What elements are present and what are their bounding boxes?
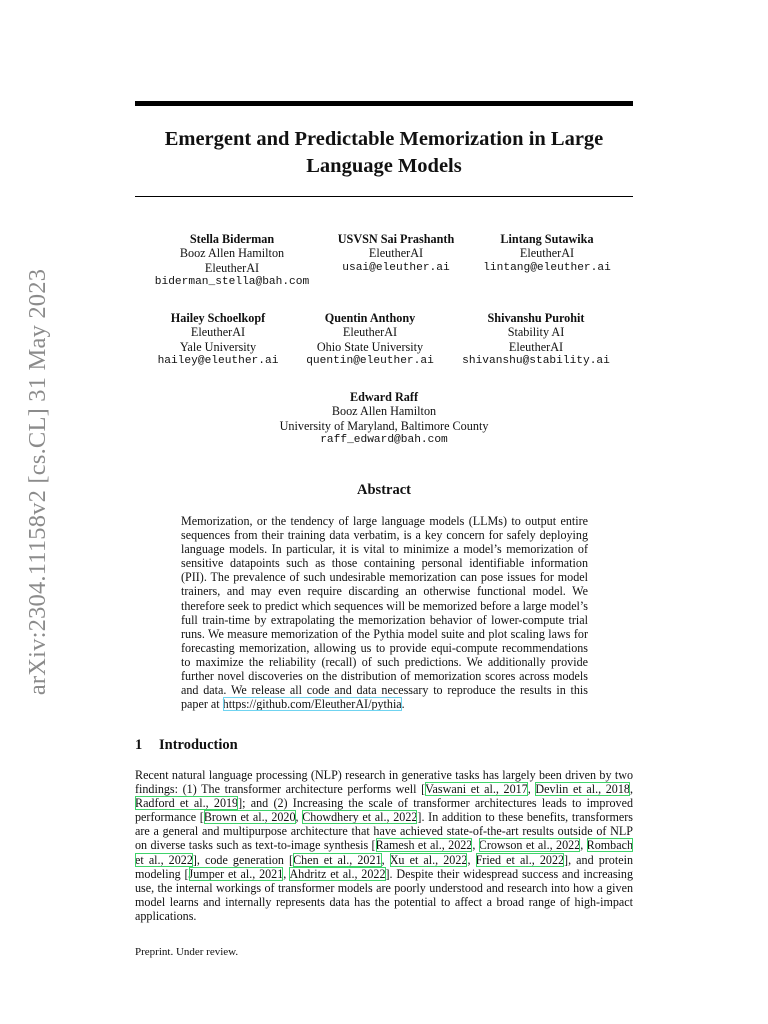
citation-link[interactable]: Chen et al., 2021	[293, 852, 382, 867]
intro-text: ,	[467, 852, 476, 867]
author-block	[280, 390, 489, 448]
author-name: Shivanshu Purohit	[487, 311, 585, 325]
intro-text: ,	[580, 838, 587, 853]
author-email[interactable]: biderman_stella@bah.com	[154, 276, 310, 289]
author-name: Edward Raff	[349, 390, 419, 404]
citation-link[interactable]: Fried et al., 2022	[475, 852, 565, 867]
author-affiliation: EleutherAI	[508, 339, 564, 354]
intro-text: ], and protein modeling [	[135, 852, 633, 881]
introduction-paragraph	[135, 768, 633, 923]
citation-link[interactable]: Jumper et al., 2021	[188, 866, 284, 881]
citation-link[interactable]: Radford et al., 2019	[135, 796, 239, 811]
citation-link[interactable]: Brown et al., 2020	[203, 810, 296, 825]
author-email[interactable]: quentin@eleuther.ai	[306, 355, 434, 368]
author-email[interactable]: hailey@eleuther.ai	[157, 355, 279, 368]
intro-text: ]; and (2) Increasing the scale of transformer architectures leads to improved performance [	[135, 796, 634, 825]
intro-text: ]. Despite their widespread success and increasing use, the internal workings of transformer models are poorly understood and research into how a given model learns and internally represents data has the potential to affect a broad range of high-impact applications.	[135, 866, 634, 923]
arxiv-identifier: arXiv:2304.11158v2 [cs.CL] 31 May 2023	[24, 268, 51, 696]
author-name: Quentin Anthony	[324, 311, 416, 325]
author-affiliation: Stability AI	[507, 325, 565, 340]
intro-text: ,	[295, 810, 303, 825]
citation-link[interactable]: Devlin et al., 2018	[535, 782, 630, 797]
intro-text: ], code generation [	[192, 852, 294, 867]
author-name: USVSN Sai Prashanth	[337, 232, 455, 246]
citation-link[interactable]: Chowdhery et al., 2022	[302, 810, 418, 825]
intro-text: ]. In addition to these benefits, transformers are a general and multipurpose architecture that have achieved state-of-the-art results outside of NLP on diverse tasks such as text-to-image synthesis [	[135, 810, 633, 853]
author-name: Stella Biderman	[189, 232, 275, 246]
author-affiliation: EleutherAI	[204, 260, 260, 275]
author-email[interactable]: shivanshu@stability.ai	[462, 355, 610, 368]
citation-link[interactable]: Rombach et al., 2022	[135, 838, 634, 867]
github-link[interactable]: https://github.com/EleutherAI/pythia	[222, 697, 402, 712]
intro-text: Recent natural language processing (NLP) research in generative tasks has largely been driven by two findings: (1) The transformer architecture performs well [	[135, 768, 633, 797]
intro-text: ,	[527, 782, 536, 797]
intro-text: ,	[472, 838, 479, 853]
author-affiliation: Booz Allen Hamilton	[179, 246, 285, 261]
author-block	[338, 232, 455, 275]
abstract-end: .	[401, 697, 405, 712]
citation-link[interactable]: Ramesh et al., 2022	[375, 838, 473, 853]
author-email[interactable]: usai@eleuther.ai	[342, 261, 450, 274]
author-affiliation: Yale University	[179, 339, 257, 354]
author-name: Hailey Schoelkopf	[170, 311, 266, 325]
section-title: Introduction	[159, 737, 238, 753]
author-affiliation: University of Maryland, Baltimore County	[279, 418, 489, 433]
citation-link[interactable]: Ahdritz et al., 2022	[289, 866, 386, 881]
intro-text: ,	[629, 782, 633, 797]
author-email[interactable]: raff_edward@bah.com	[320, 434, 448, 447]
title-rule-top	[135, 101, 633, 106]
abstract-paragraph: Memorization, or the tendency of large language models (LLMs) to output entire sequences from their training data verbatim, is a key concern for safely deploying language models. In particular, it is vital to minimize a model’s memorization of sensitive datapoints such as those containing personal identifiable information (PII). The prevalence of such undesirable memorization can pose issues for model trainers, and may even require discarding an otherwise functional model. We therefore seek to predict which sequences will be memorized before a large model’s full train-time by extrapolating the memorization behavior of lower-compute trial runs. We measure memorization of the Pythia model suite and plot scaling laws for forecasting memorization, allowing us to provide equi-compute recommendations to maximize the reliability (recall) of such predictions. We additionally provide further novel discoveries on the distribution of memorization scores across models and data. We release all code and data necessary to reproduce the results in this paper at	[181, 514, 588, 712]
paper-title	[135, 126, 633, 180]
title-rule-bottom	[135, 196, 633, 197]
author-block	[306, 311, 434, 369]
intro-text: ,	[283, 866, 290, 881]
citation-link[interactable]: Xu et al., 2022	[389, 852, 468, 867]
author-block	[155, 232, 309, 290]
title-line-1: Emergent and Predictable Memorization in Large	[164, 128, 604, 150]
title-line-2: Language Models	[306, 155, 462, 177]
author-name: Lintang Sutawika	[500, 232, 594, 246]
citation-link[interactable]: Vaswani et al., 2017	[425, 782, 528, 797]
author-affiliation: EleutherAI	[368, 246, 424, 261]
preprint-note: Preprint. Under review.	[135, 946, 239, 958]
author-affiliation: EleutherAI	[190, 325, 246, 340]
author-block	[483, 232, 611, 275]
author-email[interactable]: lintang@eleuther.ai	[483, 261, 611, 274]
abstract-text	[181, 514, 588, 711]
abstract-heading: Abstract	[357, 482, 411, 498]
citation-link[interactable]: Crowson et al., 2022	[478, 838, 581, 853]
author-affiliation: EleutherAI	[342, 325, 398, 340]
section-heading	[135, 737, 238, 754]
author-affiliation: Booz Allen Hamilton	[331, 404, 437, 419]
intro-text: ,	[381, 852, 390, 867]
author-block	[462, 311, 610, 369]
author-affiliation: EleutherAI	[519, 246, 575, 261]
section-number: 1	[135, 737, 143, 753]
author-block	[158, 311, 279, 369]
author-affiliation: Ohio State University	[316, 339, 424, 354]
